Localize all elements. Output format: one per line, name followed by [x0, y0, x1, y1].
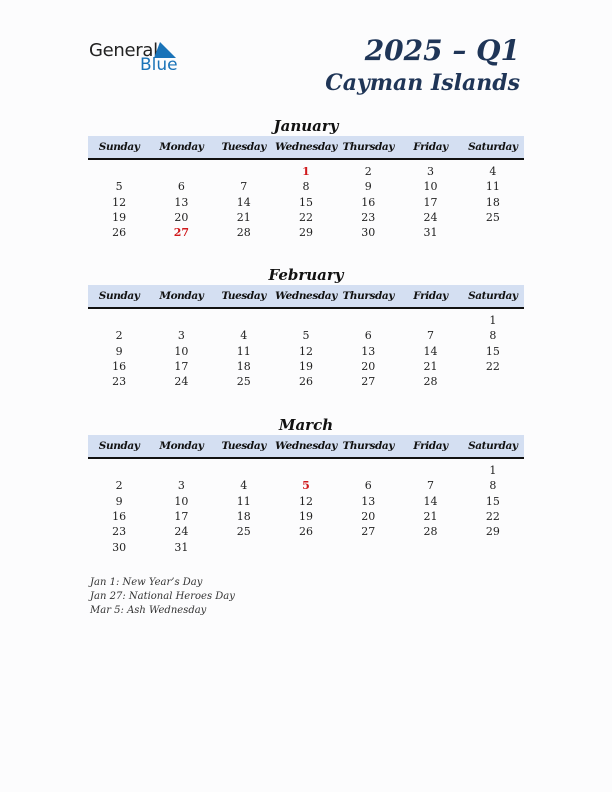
day-cell: 19: [112, 211, 127, 225]
day-cell: 5: [302, 329, 310, 343]
day-cell: 21: [423, 510, 438, 524]
month-february: [88, 265, 524, 389]
week-row: [88, 463, 524, 478]
day-cell: 21: [423, 360, 438, 374]
day-cell: 29: [485, 525, 500, 539]
day-cell: 22: [298, 211, 313, 225]
day-cell: 3: [177, 479, 185, 493]
day-cell: 5: [115, 180, 123, 194]
day-grid: [88, 313, 524, 389]
day-cell: 25: [485, 211, 500, 225]
day-cell: 2: [115, 329, 123, 343]
day-cell: 3: [427, 165, 435, 179]
day-cell: 21: [236, 211, 251, 225]
day-cell: 18: [236, 360, 251, 374]
day-cell: 8: [489, 479, 497, 493]
weekday-label: Friday: [413, 141, 448, 153]
day-cell: 28: [423, 525, 438, 539]
day-cell: 11: [485, 180, 500, 194]
day-cell: 20: [174, 211, 189, 225]
day-cell: 13: [361, 494, 376, 508]
week-row: [88, 478, 524, 493]
weekday-label: Sunday: [98, 290, 140, 302]
day-cell: 16: [112, 360, 127, 374]
day-cell: 20: [361, 510, 376, 524]
day-cell: 12: [112, 195, 127, 209]
weekday-label: Monday: [159, 141, 204, 153]
day-cell: 6: [364, 479, 372, 493]
day-cell: 22: [485, 510, 500, 524]
week-row: [88, 374, 524, 389]
day-cell: 25: [236, 525, 251, 539]
holiday-note: Jan 27: National Heroes Day: [90, 591, 235, 602]
weekday-label: Tuesday: [221, 141, 266, 153]
day-cell: 9: [115, 494, 123, 508]
day-cell: 30: [361, 226, 376, 240]
holiday-note: Jan 1: New Year’s Day: [90, 577, 203, 588]
page-header: [325, 33, 520, 97]
day-cell: 31: [174, 540, 189, 554]
weekday-label: Tuesday: [221, 290, 266, 302]
day-cell: 26: [298, 525, 313, 539]
day-cell: 24: [174, 375, 189, 389]
day-cell: 19: [298, 510, 313, 524]
day-cell: 12: [298, 344, 313, 358]
day-cell: 10: [174, 344, 189, 358]
day-cell: 17: [174, 510, 189, 524]
day-cell: 4: [240, 329, 248, 343]
day-cell: 13: [361, 344, 376, 358]
week-row: [88, 195, 524, 210]
day-cell: 23: [112, 525, 127, 539]
holiday-day-cell: 5: [302, 479, 310, 493]
day-cell: 7: [427, 329, 435, 343]
month-january: [88, 116, 524, 240]
week-row: [88, 164, 524, 179]
logo-blue-text: Blue: [140, 55, 178, 75]
week-row: [88, 210, 524, 225]
week-row: [88, 524, 524, 539]
day-cell: 19: [298, 360, 313, 374]
weekday-label: Tuesday: [221, 440, 266, 452]
weekday-header: [88, 435, 524, 459]
day-cell: 17: [423, 195, 438, 209]
week-row: [88, 509, 524, 524]
day-cell: 29: [298, 226, 313, 240]
day-cell: 26: [298, 375, 313, 389]
day-cell: 27: [361, 525, 376, 539]
weekday-label: Thursday: [342, 440, 395, 452]
country-title: Cayman Islands: [325, 70, 520, 96]
day-cell: 28: [423, 375, 438, 389]
weekday-label: Friday: [413, 290, 448, 302]
weekday-label: Monday: [159, 290, 204, 302]
day-cell: 1: [489, 464, 497, 478]
week-row: [88, 328, 524, 343]
day-cell: 3: [177, 329, 185, 343]
weekday-label: Sunday: [98, 440, 140, 452]
weekday-label: Saturday: [468, 141, 518, 153]
day-cell: 24: [423, 211, 438, 225]
weekday-header: [88, 285, 524, 309]
day-cell: 26: [112, 226, 127, 240]
month-march: [88, 415, 524, 555]
day-cell: 22: [485, 360, 500, 374]
quarter-title: 2025 – Q1: [364, 34, 520, 67]
day-cell: 13: [174, 195, 189, 209]
day-cell: 28: [236, 226, 251, 240]
day-cell: 1: [489, 314, 497, 328]
weekday-label: Monday: [159, 440, 204, 452]
day-cell: 14: [236, 195, 251, 209]
day-cell: 17: [174, 360, 189, 374]
day-cell: 16: [112, 510, 127, 524]
week-row: [88, 539, 524, 554]
week-row: [88, 179, 524, 194]
day-cell: 18: [485, 195, 500, 209]
day-grid: [88, 463, 524, 555]
day-cell: 14: [423, 494, 438, 508]
month-name: February: [268, 266, 344, 284]
day-cell: 2: [364, 165, 372, 179]
day-cell: 14: [423, 344, 438, 358]
day-cell: 18: [236, 510, 251, 524]
day-cell: 7: [240, 180, 248, 194]
day-cell: 11: [236, 494, 251, 508]
weekday-label: Sunday: [98, 141, 140, 153]
day-cell: 15: [298, 195, 313, 209]
day-cell: 10: [423, 180, 438, 194]
logo-general-text: General: [89, 40, 158, 61]
weekday-label: Wednesday: [275, 290, 337, 302]
day-cell: 25: [236, 375, 251, 389]
weekday-label: Thursday: [342, 141, 395, 153]
day-cell: 4: [240, 479, 248, 493]
holiday-note: Mar 5: Ash Wednesday: [90, 605, 207, 616]
day-cell: 30: [112, 540, 127, 554]
weekday-label: Wednesday: [275, 440, 337, 452]
day-cell: 23: [112, 375, 127, 389]
day-cell: 8: [302, 180, 310, 194]
day-cell: 16: [361, 195, 376, 209]
holiday-day-cell: 1: [302, 165, 310, 179]
day-cell: 6: [177, 180, 185, 194]
day-cell: 6: [364, 329, 372, 343]
weekday-label: Saturday: [468, 440, 518, 452]
day-cell: 2: [115, 479, 123, 493]
day-cell: 9: [364, 180, 372, 194]
day-cell: 20: [361, 360, 376, 374]
day-cell: 10: [174, 494, 189, 508]
weekday-label: Wednesday: [275, 141, 337, 153]
day-cell: 11: [236, 344, 251, 358]
day-cell: 12: [298, 494, 313, 508]
day-cell: 9: [115, 344, 123, 358]
month-name: March: [278, 416, 334, 434]
month-name: January: [273, 117, 339, 135]
day-cell: 8: [489, 329, 497, 343]
weekday-header: [88, 136, 524, 160]
day-cell: 4: [489, 165, 497, 179]
week-row: [88, 359, 524, 374]
week-row: [88, 344, 524, 359]
day-cell: 31: [423, 226, 438, 240]
day-cell: 15: [485, 494, 500, 508]
holiday-notes: [90, 576, 235, 618]
week-row: [88, 494, 524, 509]
week-row: [88, 313, 524, 328]
holiday-day-cell: 27: [173, 226, 190, 240]
day-cell: 24: [174, 525, 189, 539]
weekday-label: Saturday: [468, 290, 518, 302]
day-cell: 23: [361, 211, 376, 225]
day-cell: 7: [427, 479, 435, 493]
day-cell: 27: [361, 375, 376, 389]
day-cell: 15: [485, 344, 500, 358]
weekday-label: Friday: [413, 440, 448, 452]
week-row: [88, 225, 524, 240]
day-grid: [88, 164, 524, 240]
weekday-label: Thursday: [342, 290, 395, 302]
logo: [89, 40, 189, 76]
